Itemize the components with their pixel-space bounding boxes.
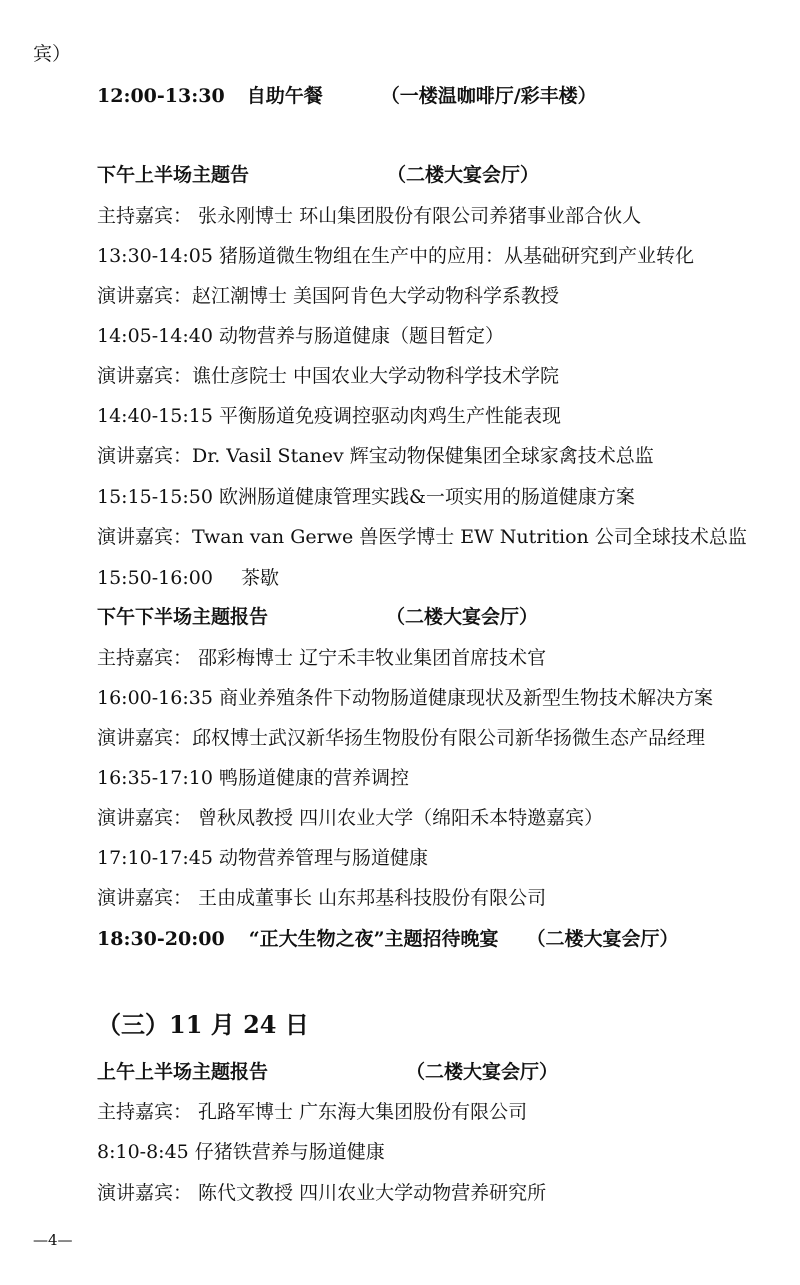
venue: （一楼温咖啡厅/彩丰楼）	[380, 85, 597, 107]
speaker-line: 演讲嘉宾：Dr. Vasil Stanev 辉宝动物保健集团全球家禽技术总监	[97, 445, 654, 467]
time: 18:30-20:00	[97, 928, 225, 950]
venue: （二楼大宴会厅）	[386, 606, 539, 628]
page-number: —4—	[33, 1231, 73, 1249]
talk-line: 8:10-8:45 仔猪铁营养与肠道健康	[97, 1141, 385, 1163]
tea-break	[97, 566, 279, 590]
day-heading: （三）11 月 24 日	[97, 1010, 309, 1039]
session-title: 上午上半场主题报告	[97, 1061, 269, 1083]
speaker-line: 演讲嘉宾：谯仕彦院士 中国农业大学动物科学技术学院	[97, 365, 560, 387]
session-title: 下午下半场主题报告	[97, 606, 269, 628]
event: “正大生物之夜”主题招待晚宴	[248, 928, 499, 950]
talk-line: 16:35-17:10 鸭肠道健康的营养调控	[97, 767, 409, 789]
talk-line: 15:15-15:50 欧洲肠道健康管理实践&一项实用的肠道健康方案	[97, 486, 635, 508]
time: 15:50-16:00	[97, 567, 213, 589]
speaker-line: 演讲嘉宾： 王由成董事长 山东邦基科技股份有限公司	[97, 887, 547, 909]
host-line: 主持嘉宾： 孔路军博士 广东海大集团股份有限公司	[97, 1101, 528, 1123]
speaker-line: 演讲嘉宾：邱权博士武汉新华扬生物股份有限公司新华扬微生态产品经理	[97, 727, 706, 749]
venue: （二楼大宴会厅）	[526, 928, 679, 950]
session-heading-morning-1	[97, 1060, 558, 1084]
speaker-line: 演讲嘉宾： 陈代文教授 四川农业大学动物营养研究所	[97, 1182, 547, 1204]
schedule-banquet	[97, 927, 679, 951]
venue: （二楼大宴会厅）	[406, 1061, 559, 1083]
session-title: 下午上半场主题告	[97, 164, 250, 186]
time: 12:00-13:30	[97, 85, 225, 107]
talk-line: 16:00-16:35 商业养殖条件下动物肠道健康现状及新型生物技术解决方案	[97, 687, 713, 709]
session-heading-afternoon-1	[97, 163, 539, 187]
host-line: 主持嘉宾： 邵彩梅博士 辽宁禾丰牧业集团首席技术官	[97, 647, 547, 669]
speaker-line: 演讲嘉宾： 曾秋凤教授 四川农业大学（绵阳禾本特邀嘉宾）	[97, 807, 604, 829]
schedule-lunch	[97, 84, 597, 108]
host-line: 主持嘉宾： 张永刚博士 环山集团股份有限公司养猪事业部合伙人	[97, 205, 642, 227]
continued-text: 宾）	[33, 43, 72, 65]
speaker-line: 演讲嘉宾：赵江潮博士 美国阿肯色大学动物科学系教授	[97, 285, 560, 307]
speaker-line: 演讲嘉宾：Twan van Gerwe 兽医学博士 EW Nutrition 公司全球技术总监	[97, 526, 747, 548]
talk-line: 17:10-17:45 动物营养管理与肠道健康	[97, 847, 428, 869]
talk-line: 13:30-14:05 猪肠道微生物组在生产中的应用：从基础研究到产业转化	[97, 245, 694, 267]
talk-line: 14:40-15:15 平衡肠道免疫调控驱动肉鸡生产性能表现	[97, 405, 561, 427]
session-heading-afternoon-2	[97, 605, 538, 629]
event: 自助午餐	[246, 85, 323, 107]
talk-line: 14:05-14:40 动物营养与肠道健康（题目暂定）	[97, 325, 504, 347]
venue: （二楼大宴会厅）	[387, 164, 540, 186]
event: 茶歇	[240, 567, 279, 589]
